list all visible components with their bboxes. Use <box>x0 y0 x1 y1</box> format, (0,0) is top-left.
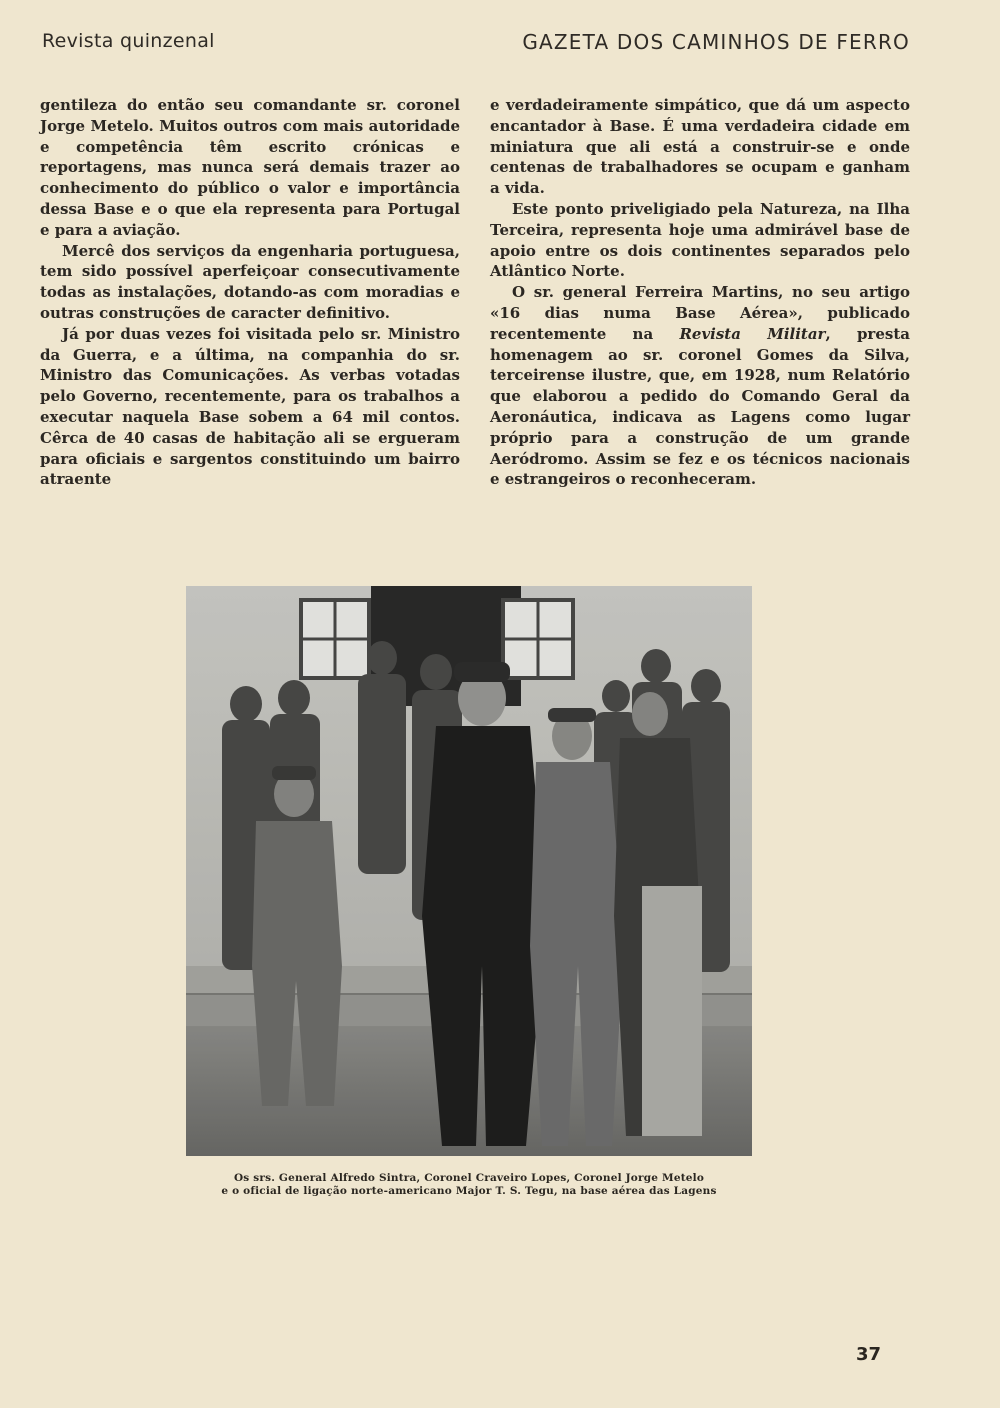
italic-title: Revista Militar <box>679 324 826 343</box>
paragraph: gentileza do então seu comandante sr. coronel Jorge Metelo. Muitos outros com mais autoridade e competência têm escrito crónicas e reportagens, mas nunca será demais trazer ao conhecimento do público o valor e importância dessa Base e o que ela representa para Portugal e para a aviação. <box>40 96 460 239</box>
paragraph: Já por duas vezes foi visitada pelo sr. Ministro da Guerra, e a última, na companhia do sr. Ministro das Comunicações. As verbas votadas pelo Governo, recentemente, para os trabalhos a executar naquela Base sobem a 64 mil contos. Cêrca de 40 casas de habitação ali se ergueram para oficiais e sargentos constituindo um bairro atraente <box>40 324 460 489</box>
caption-line: Os srs. General Alfredo Sintra, Coronel Craveiro Lopes, Coronel Jorge Metelo <box>233 1172 705 1184</box>
right-column <box>490 95 910 490</box>
paragraph <box>490 282 910 490</box>
photo-caption <box>186 1172 752 1198</box>
paragraph: e verdadeiramente simpático, que dá um aspecto encantador à Base. É uma verdadeira cidade em miniatura que ali está a construir-se e onde centenas de trabalhadores se ocupam e ganham a vida. <box>490 96 910 198</box>
publication-frequency: Revista quinzenal <box>42 30 215 52</box>
photograph <box>186 586 752 1156</box>
paragraph: Mercê dos serviços da engenharia portuguesa, tem sido possível aperfeiçoar consecutivamente todas as instalações, dotando-as com moradias e outras construções de caracter definitivo. <box>40 241 460 322</box>
paragraph-text: O sr. general Ferreira Martins, no seu artigo «16 dias numa Base Aérea», publicado recentemente na <box>490 283 910 343</box>
photo-illustration <box>186 586 752 1156</box>
paragraph: Este ponto priveligiado pela Natureza, na Ilha Terceira, representa hoje uma admirável base de apoio entre os dois continentes separados pelo Atlântico Norte. <box>490 199 910 281</box>
caption-line: e o oficial de ligação norte-americano Major T. S. Tegu, na base aérea das Lagens <box>221 1185 717 1197</box>
page-number: 37 <box>856 1344 882 1365</box>
paragraph-text: , presta homenagem ao sr. coronel Gomes da Silva, terceirense ilustre, que, em 1928, num Relatório que elaborou a pedido do Comando Geral da Aeronáutica, indicava as Lagens como lugar próprio para a construção de um grande Aeródromo. Assim se fez e os técnicos nacionais e estrangeiros o reconheceram. <box>490 324 910 489</box>
publication-title: GAZETA DOS CAMINHOS DE FERRO <box>522 30 910 54</box>
left-column <box>40 95 460 490</box>
